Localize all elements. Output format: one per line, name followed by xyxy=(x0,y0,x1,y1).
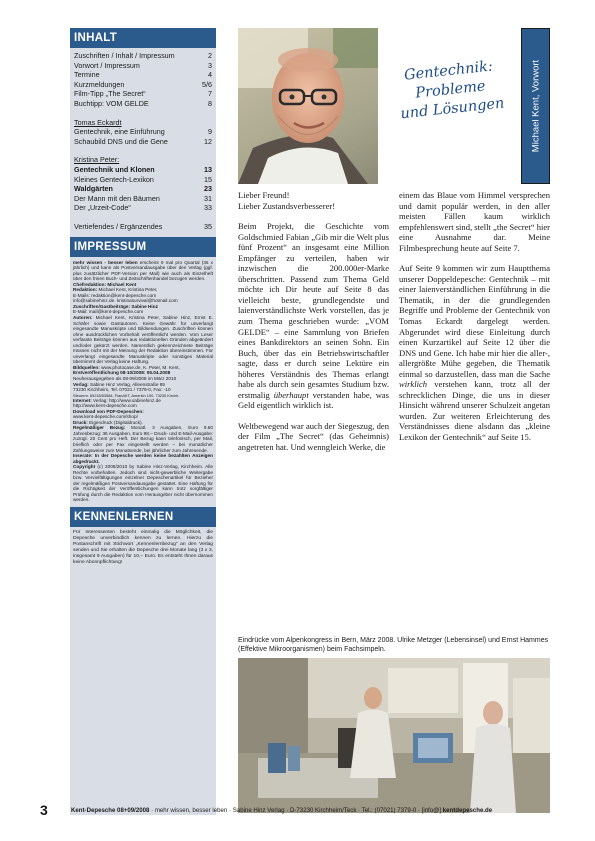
toc-entry-label: Schaubild DNS und die Gene xyxy=(74,136,168,146)
toc-entry-page: 8 xyxy=(208,98,212,108)
title-stamp xyxy=(378,28,522,184)
toc-author-eckardt: Tomas Eckardt xyxy=(74,117,122,127)
article-column-1 xyxy=(238,190,389,463)
toc-entry-page: 13 xyxy=(204,164,212,174)
toc-entry-label: Zuschriften / Inhalt / Impressum xyxy=(74,51,175,60)
toc-entry-page: 12 xyxy=(204,136,212,146)
impressum-line: Neuherausgegeben als 08-09/2008 im März 2010 xyxy=(73,375,177,381)
inhalt-heading: INHALT xyxy=(70,28,216,48)
page-number: 3 xyxy=(40,802,48,818)
impressum-heading: IMPRESSUM xyxy=(70,237,216,257)
impressum-line: info@sabinehinz.de. kristinasurvival@hotmail.com xyxy=(73,298,178,304)
toc-author-peter: Kristina Peter: xyxy=(74,155,120,165)
impressum-line: Zuschriften/Gastbeiträge: Sabine Hinz xyxy=(73,303,158,309)
impressum-line: Download von PDF-Depeschen: xyxy=(73,408,144,414)
impressum-line: 73230 Kirchheim, Tel. 07021 / 7379-0, Fax: -10 xyxy=(73,387,171,393)
toc-entry xyxy=(74,80,212,90)
article-paragraph: Beim Projekt, die Geschichte vom Goldschmied Fabian „Gib mir die Welt plus fünf Prozent“ an insgesamt eine Million Empfänger zu verteilen, haben wir inzwischen die 200.000er-Marke überschritten. Passend zum Thema Geld möchte ich Dir heute auf Seite 8 das vielleicht beste, grundlegendste und laienverständlichste Werk vorstellen, das je zum Thema geschrieben wurde: „VOM GELDE“ – eine Sammlung von Briefen eines Bankdirektors an seinen Sohn. Ein Buch, über das ein Betriebswirtschaftler sagte, dass er durch seine Lektüre ein höheres Verständnis des Themas erlangt habe als durch sein gesamtes Studium bzw. erstmalig überhaupt verstanden habe, was Geld eigentlich wirklich ist. xyxy=(238,221,389,411)
congress-photo xyxy=(238,658,550,813)
toc-entry xyxy=(74,61,212,71)
impressum-line: Verlag: Sabine Hinz Verlag, Alleenstraße 85 xyxy=(73,381,165,387)
toc-entry xyxy=(74,184,212,194)
kennenlernen-heading: KENNENLERNEN xyxy=(70,507,216,527)
impressum-line: Internet: Verlag: http://www.sabinehinz.de xyxy=(73,397,161,403)
impressum-line: E-Mails: redaktion@kent-depesche.com xyxy=(73,292,157,298)
impressum-line: Regelmäßiger Bezug: Monatl. 3 Ausgaben, Euro 9.60 Jahresbezug: 36 Ausgaben, Euro 98,– Druck- und E-Mail-Ausgabe: zuzügl. 20 Cent pro Heft. Der Bezug kann telefonisch, per Mail, brieflich oder per Fax eingestellt werden – bei monatlicher Zahlungsweise zum Monatsende, bei jährlicher zum Jahresende. xyxy=(73,425,213,453)
toc-entry-page: 23 xyxy=(204,184,212,194)
toc-entry-label: Der Mann mit den Bäumen xyxy=(74,193,160,203)
impressum-line: mehr wissen - besser leben erscheint 9 mal pro Quartal (36 x jährlich) und kann als Postversandausgabe über den Verlag (ggf. plus zusätzlicher PDF-Version per Mail) wie auch als Einzelheft über den freien Buch- und Zeitschriftenhandel bezogen werden. xyxy=(73,259,213,282)
impressum-line: Erstveröffentlichung 08-10/2008: 05.04.2008 xyxy=(73,370,171,376)
toc-entry xyxy=(74,175,212,185)
page-footer xyxy=(40,802,560,819)
toc-entry xyxy=(74,70,212,80)
toc-entry-label: Gentechnik, eine Einführung xyxy=(74,127,165,137)
impressum-line: Inserate: In der Depesche werden keine bezahlten Anzeigen abgedruckt. xyxy=(73,453,213,464)
article-paragraph: Weltbewegend war auch der Siegeszug, den der Film „The Secret“ (das Geheimnis) angetreten hat. Und wenngleich Werke, die xyxy=(238,420,389,453)
toc-entry-page: 3 xyxy=(208,60,212,70)
toc-entry-label: Vorwort / Impressum xyxy=(74,60,140,70)
footer-text: Kent-Depesche 08+09/2008 · mehr wissen, besser leben · Sabine Hinz Verlag · D-73230 Kirchheim/Teck · Tel.: (07021) 7379-0 · [info@] kentdepesche.de xyxy=(71,807,493,814)
impressum-line: Druck: Eigendruck (Digitaldruck). xyxy=(73,419,143,425)
toc-entry-page: 31 xyxy=(204,193,212,203)
toc-entry xyxy=(74,99,212,109)
toc-entry-label: Buchtipp: VOM GELDE xyxy=(74,98,149,108)
article-column-2 xyxy=(399,190,550,453)
toc-entry-page: 4 xyxy=(208,70,212,80)
toc-entry-label: Waldgärten xyxy=(74,184,113,194)
toc-entry-label: Kleines Gentech-Lexikon xyxy=(74,174,154,184)
toc-entry-label: Termine xyxy=(74,70,100,80)
article-paragraph: einem das Blaue vom Himmel versprechen und damit populär werden, in den aller meisten Fällen kaum wirklich empfehlenswert sind, stellt „the Secret“ hier eine Ausnahme dar. Meine Filmbesprechung heute auf Seite 7. xyxy=(399,190,550,253)
impressum-line: E-Mail: mail@kent-depesche.com xyxy=(73,309,144,315)
article-title: Gentechnik: Probleme und Lösungen xyxy=(399,58,506,123)
article-paragraph: Lieber Freund! Lieber Zustandsverbesserer! xyxy=(238,190,336,211)
article-paragraph: Auf Seite 9 kommen wir zum Hauptthema unserer Doppeldepesche: Gentechnik – mit einer laienverständlichen Einführung in die Thematik, in der die grundlegenden Begriffe und Probleme der Gentechnik von Tomas Eckardt dargelegt werden. Abgerundet wird diese Einleitung durch einen Kurzartikel auf Seite 12 über die DNS und Gene. Ich habe mir hier die aller-, allergrößte Mühe gegeben, die Thematik einmal so darzustellen, dass man die Sache wirklich verstehen kann, trotz all der schrecklichen Dinge, die uns in dieser Hinsicht während unserer Schulzeit angetan wurden. Zur weiteren Erleichterung des Verständnisses diene alsdann das „kleine Lexikon der Gentechnik“ auf Seite 15. xyxy=(399,263,550,443)
toc-entry-label: Kurzmeldungen xyxy=(74,79,125,89)
photo-caption: Eindrücke vom Alpenkongress in Bern, März 2008. Ulrike Metzger (Lebensinsel) und Ernst Hammes (Effektive Mikroorganismen) beim Fachsimpeln. xyxy=(238,637,549,654)
kennenlernen-text: Für Interessenten besteht einmalig die Möglichkeit, die Depesche unverbindlich kennen zu lernen. Hierzu die Postanschrift mit Stichwort „Kennenlernbezug“ an den Verlag senden und Sie erhalten die Depesche drei Monate lang (3 x 3, insgesamt 9 Ausgaben) für 10,– Euro. Es entsteht Ihnen daraus keine Abonnpflichtung! xyxy=(73,530,213,565)
impressum-line: Autoren: Michael Kent, Kristina Peter, Sabine Hinz, Ernst E. Schäfer sowie Gastautoren. Keine Gewähr für unverlangt eingesandte Manuskripte und Bildsendungen. Zuschriften können ohne ausdrücklichen Vorbehalt veröffentlicht werden. Vom Leser verfasste Beiträge können aus redaktionellen Gründen abgeändert und/oder gekürzt werden. Namentlich gekennzeichnete Beiträge müssen nicht mit der Meinung der Redaktion übereinstimmen. Für unverlangt eingesandte Manuskripte oder sonstiges Material übernimmt der Verlag keine Haftung. xyxy=(73,314,213,365)
toc-entry xyxy=(74,137,212,147)
toc-entry-label: Film-Tipp „The Secret“ xyxy=(74,89,146,99)
toc-entry-page: 2 xyxy=(208,51,212,60)
toc-entry-page: 35 xyxy=(204,221,212,231)
toc-entry-label: Vertiefendes / Ergänzendes xyxy=(74,221,163,231)
table-of-contents xyxy=(70,48,216,232)
toc-entry xyxy=(74,165,212,175)
author-side-banner xyxy=(521,28,550,184)
toc-entry-page: 5/6 xyxy=(202,79,212,89)
impressum-line: http://www.kent-depesche.com xyxy=(73,403,137,409)
toc-entry-page: 7 xyxy=(208,89,212,99)
impressum-text xyxy=(70,257,216,504)
toc-entry-label: Gentechnik und Klonen xyxy=(74,164,155,174)
side-title: Michael Kent, Vorwort xyxy=(530,59,541,153)
impressum-line: Chefredaktion: Michael Kent xyxy=(73,281,137,287)
impressum-line: Redaktion: Michael Kent, Kristina Peter, xyxy=(73,287,158,293)
toc-entry-page: 15 xyxy=(204,174,212,184)
impressum-line: www.kent-depesche.com/shop/ xyxy=(73,414,138,420)
impressum-line: Steuernr. 69218/53584, FianAKT, Americh 100, 73230 Kirchh. xyxy=(73,392,180,398)
toc-entry xyxy=(74,51,212,61)
toc-entry-label: Der „Urzeit-Code“ xyxy=(74,203,131,213)
sidebar xyxy=(70,28,216,815)
impressum-line: Copyright (c) 2008/2010 by Sabine Hinz-Verlag, Kirchheim. Alle Rechte vorbehalten. Jedoch sind nicht-gewerbliche Weitergabe bzw. Vervielfältigungen einzelner Depeschenartikel für Bezieher der regelmäßigen Postversandausgabe gestattet. Eine Haftung für die Richtigkeit der Veröffentlichungen kann trotz sorgfältiger Prüfung durch die Redaktion vom Herausgeber nicht übernommen werden. xyxy=(73,464,213,503)
toc-entry xyxy=(74,203,212,213)
impressum-line: Bildquellen: www.photocase.de, K. Peter, M. Kent, xyxy=(73,364,180,370)
toc-entry xyxy=(74,194,212,204)
toc-entry xyxy=(74,222,212,232)
toc-entry-page: 9 xyxy=(208,127,212,137)
toc-entry xyxy=(74,127,212,137)
toc-entry xyxy=(74,89,212,99)
toc-entry-page: 33 xyxy=(204,203,212,213)
